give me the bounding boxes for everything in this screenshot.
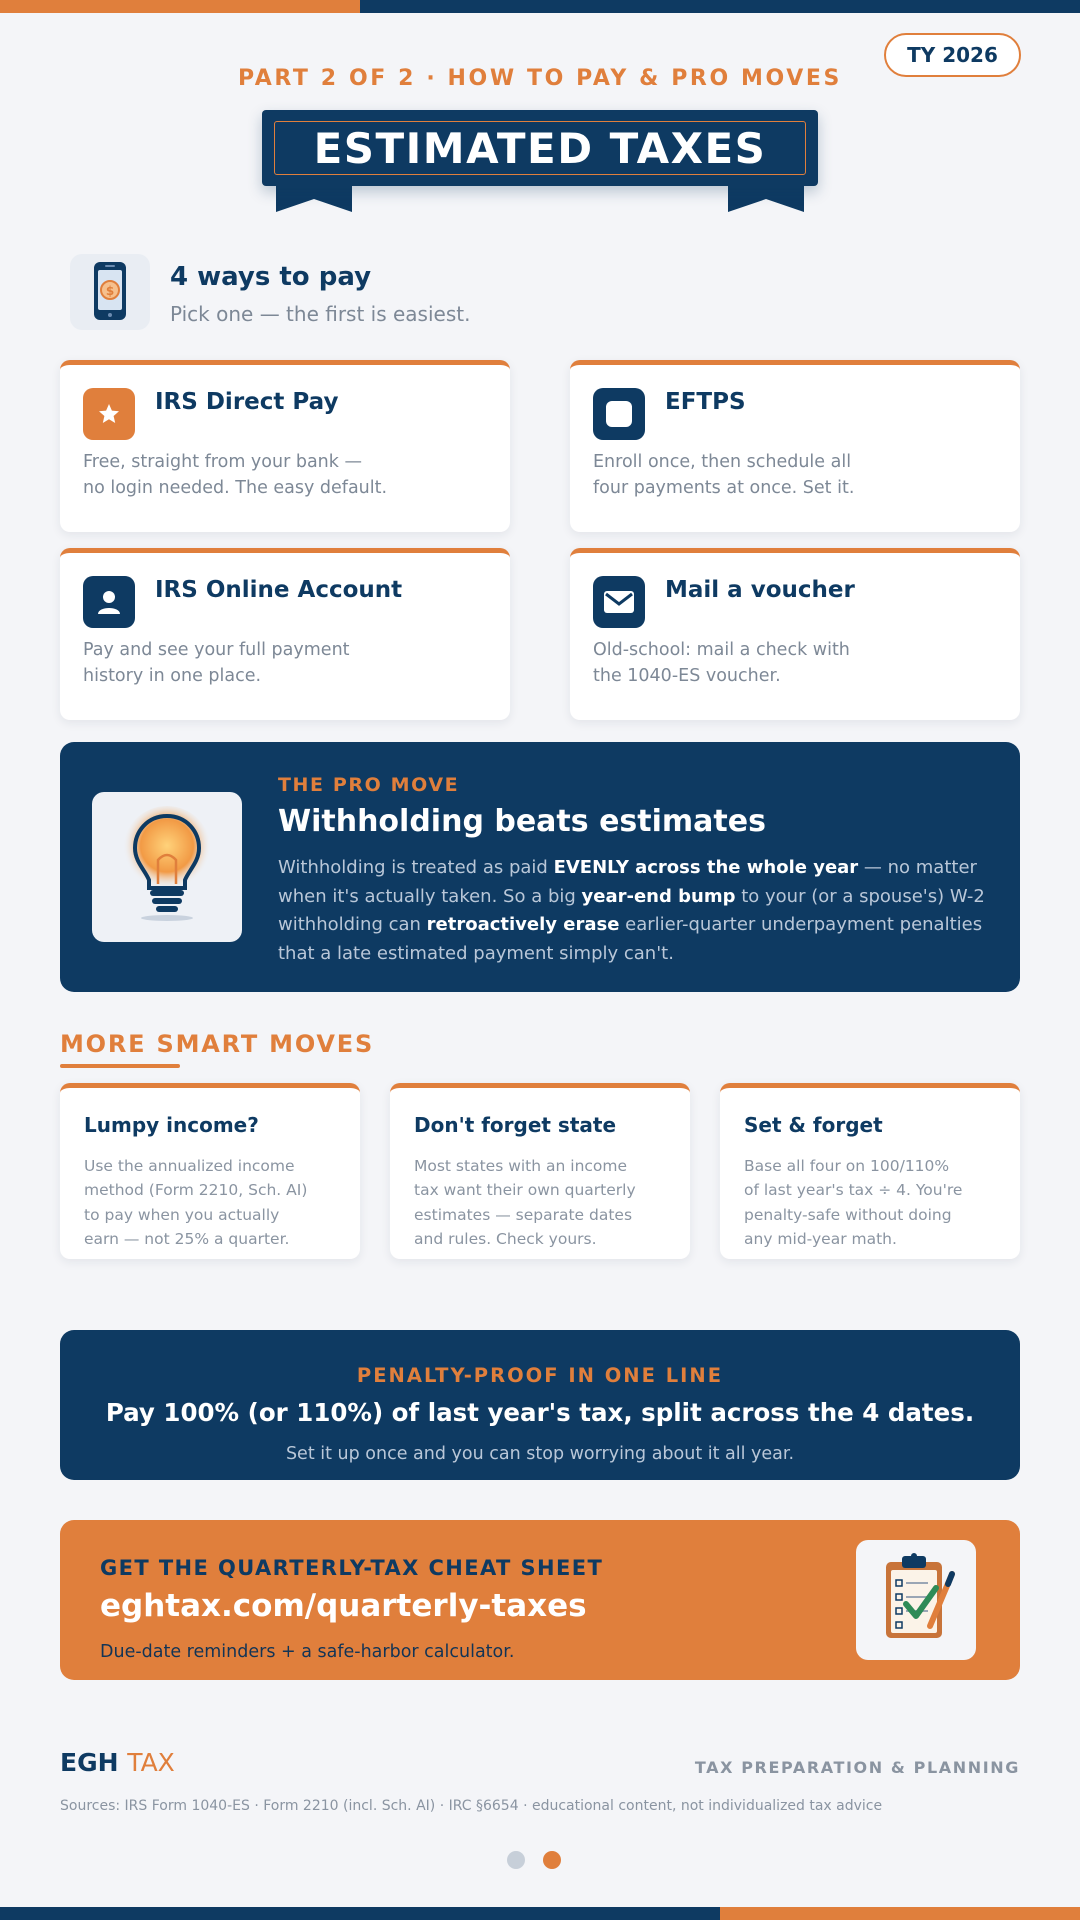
card-description (83, 637, 413, 689)
sources-note: Sources: IRS Form 1040-ES · Form 2210 (incl. Sch. AI) · IRC §6654 · educational content, not individualized tax advice (60, 1798, 883, 1814)
svg-text:$: $ (105, 284, 115, 298)
card-description (744, 1154, 1008, 1251)
body-text: to your (or a spouse's) W-2 withholding can (278, 885, 985, 935)
banner-body (262, 110, 818, 186)
card-title: IRS Direct Pay (155, 389, 339, 415)
card-title: IRS Online Account (155, 577, 403, 603)
card-title: Lumpy income? (84, 1113, 259, 1137)
body-emphasis: retroactively erase (426, 914, 620, 935)
card-description-line: any mid-year math. (744, 1229, 897, 1248)
body-emphasis: year-end bump (581, 885, 736, 907)
phone-dollar-icon (70, 254, 150, 330)
user-icon (83, 576, 135, 628)
smart-move-card-lumpy-income (60, 1083, 360, 1259)
payment-card-irs-direct-pay (60, 360, 510, 532)
cta-kicker: GET THE QUARTERLY-TAX CHEAT SHEET (100, 1556, 604, 1580)
brand-logo (60, 1748, 175, 1777)
card-description-line: penalty-safe without doing (744, 1205, 952, 1224)
body-emphasis: EVENLY across the whole year (553, 857, 859, 878)
top-accent-bar-navy (360, 0, 1080, 13)
body-text: — no matter when it's actually taken. So a big (278, 857, 977, 907)
card-description-line: Enroll once, then schedule all (593, 452, 852, 472)
smart-moves-underline (60, 1064, 180, 1068)
brand-tagline: TAX PREPARATION & PLANNING (694, 1758, 1020, 1777)
card-title: Mail a voucher (665, 577, 855, 603)
pro-move-title: Withholding beats estimates (278, 804, 766, 839)
ways-title: 4 ways to pay (170, 262, 372, 292)
card-description-line: Pay and see your full payment (83, 640, 350, 660)
card-description-line: Old-school: mail a check with (593, 640, 850, 660)
card-description-line: history in one place. (83, 666, 262, 686)
body-text: Withholding is treated as paid (278, 857, 554, 878)
card-description-line: no login needed. The easy default. (83, 478, 388, 498)
smart-move-card-set-forget (720, 1083, 1020, 1259)
brand-main: EGH (60, 1748, 119, 1777)
penalty-proof-kicker: PENALTY-PROOF IN ONE LINE (356, 1364, 724, 1387)
card-description (83, 449, 413, 501)
payment-card-eftps (570, 360, 1020, 532)
page-indicator-dot-1[interactable] (507, 1851, 525, 1869)
card-description-line: the 1040-ES voucher. (593, 666, 781, 686)
page-title: ESTIMATED TAXES (274, 121, 806, 175)
card-description (414, 1154, 678, 1251)
cheat-sheet-cta[interactable] (60, 1520, 1020, 1680)
lightbulb-icon (92, 792, 242, 942)
card-description (593, 637, 923, 689)
penalty-proof-main: Pay 100% (or 110%) of last year's tax, split across the 4 dates. (105, 1398, 975, 1427)
card-title: Set & forget (744, 1113, 883, 1137)
envelope-icon (593, 576, 645, 628)
card-description (84, 1154, 348, 1251)
card-description-line: Most states with an income (414, 1157, 628, 1175)
card-description-line: Free, straight from your bank — (83, 452, 362, 472)
smart-move-card-state (390, 1083, 690, 1259)
penalty-proof-panel (60, 1330, 1020, 1480)
card-description-line: Use the annualized income (84, 1157, 295, 1175)
card-title: Don't forget state (414, 1113, 617, 1137)
card-description-line: estimates — separate dates (414, 1205, 633, 1224)
top-accent-bar-orange (0, 0, 360, 13)
card-description-line: earn — not 25% a quarter. (84, 1229, 290, 1248)
card-description-line: and rules. Check yours. (414, 1229, 597, 1248)
square-icon (593, 388, 645, 440)
bottom-accent-bar-orange (720, 1907, 1080, 1920)
title-banner (262, 110, 818, 212)
payment-card-mail-voucher (570, 548, 1020, 720)
ways-subtitle: Pick one — the first is easiest. (170, 302, 471, 326)
card-description (593, 449, 923, 501)
clipboard-check-icon (856, 1540, 976, 1660)
payment-card-irs-online-account (60, 548, 510, 720)
card-description-line: to pay when you actually (84, 1205, 280, 1224)
penalty-proof-sub: Set it up once and you can stop worrying about it all year. (285, 1444, 795, 1464)
card-description-line: Base all four on 100/110% (744, 1157, 950, 1175)
page-indicator-dot-2-active[interactable] (543, 1851, 561, 1869)
pro-move-body (278, 854, 1008, 968)
card-description-line: of last year's tax ÷ 4. You're (744, 1181, 963, 1200)
pro-move-panel (60, 742, 1020, 992)
body-text: earlier-quarter underpayment penalties that a late estimated payment simply can't. (278, 914, 983, 964)
star-icon (83, 388, 135, 440)
card-title: EFTPS (665, 389, 746, 415)
smart-moves-heading: MORE SMART MOVES (60, 1030, 375, 1058)
pro-move-kicker: THE PRO MOVE (278, 774, 460, 796)
bottom-accent-bar-navy (0, 1907, 720, 1920)
cta-url-link[interactable]: eghtax.com/quarterly-taxes (100, 1588, 587, 1624)
card-description-line: tax want their own quarterly (414, 1181, 636, 1200)
part-kicker: PART 2 OF 2 · HOW TO PAY & PRO MOVES (238, 66, 842, 91)
tax-year-badge: TY 2026 (884, 33, 1021, 77)
brand-accent: TAX (127, 1748, 175, 1777)
card-description-line: four payments at once. Set it. (593, 478, 855, 498)
card-description-line: method (Form 2210, Sch. AI) (84, 1181, 308, 1200)
cta-subtitle: Due-date reminders + a safe-harbor calculator. (100, 1642, 515, 1662)
